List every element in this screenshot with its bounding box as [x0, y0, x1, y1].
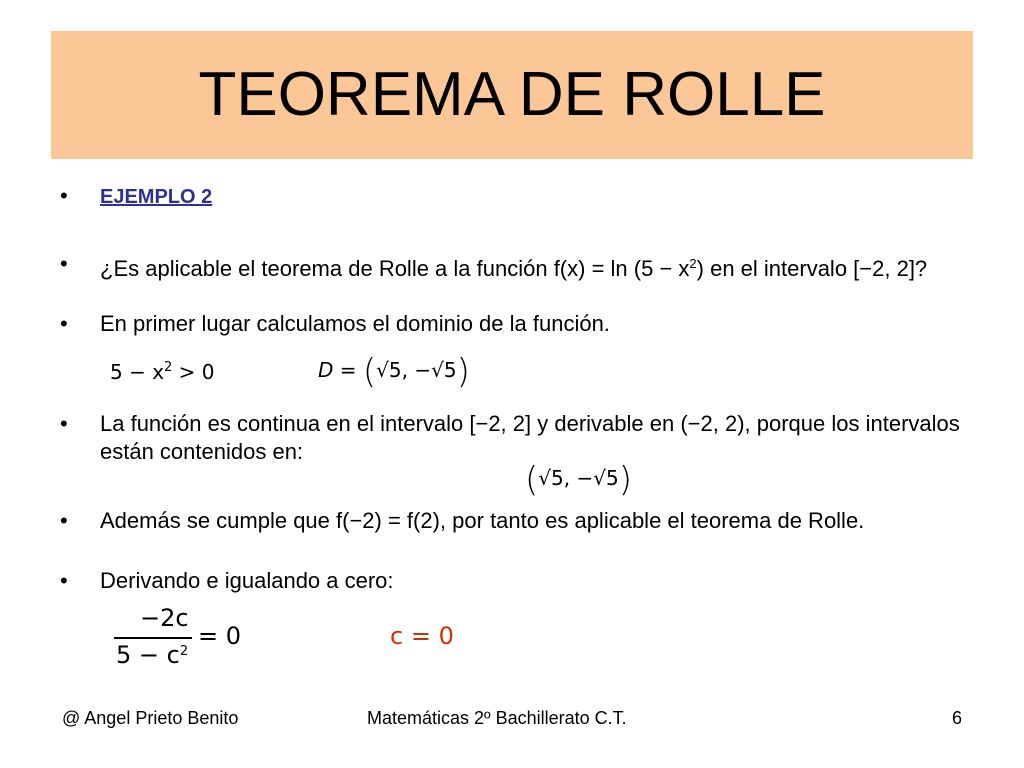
fraction-equals: = 0: [198, 622, 242, 650]
bullet-marker: •: [60, 311, 68, 336]
domain-intro-text: En primer lugar calculamos el dominio de la función.: [100, 311, 610, 336]
bullet-marker: •: [60, 183, 68, 208]
bullet-marker: •: [60, 251, 68, 276]
result-equation: c = 0: [390, 622, 454, 650]
footer-page-number: 6: [952, 708, 963, 728]
question-text-post: ) en el intervalo [−2, 2]?: [696, 256, 928, 281]
rolle-condition-text: Además se cumple que f(−2) = f(2), por tanto es aplicable el teorema de Rolle.: [100, 508, 865, 533]
derivative-intro-text: Derivando e igualando a cero:: [100, 568, 394, 593]
ineq-rhs: > 0: [172, 360, 215, 384]
inequality-equation: [110, 360, 215, 384]
ineq-lhs: 5 − x: [110, 360, 165, 384]
footer-author: @ Angel Prieto Benito: [62, 708, 239, 728]
bullet-marker: •: [60, 568, 68, 593]
slide-title: TEOREMA DE ROLLE: [198, 60, 826, 129]
example-heading-link[interactable]: EJEMPLO 2: [100, 186, 213, 208]
domain-body: √5, −√5: [376, 358, 457, 382]
example-heading: [100, 182, 960, 211]
question-text: [100, 250, 960, 283]
bullet-marker: •: [60, 508, 68, 533]
fraction-bar: [114, 637, 192, 639]
fraction-numerator: −2c: [140, 604, 189, 632]
interval-close-paren: ): [618, 460, 632, 500]
domain-prefix: D =: [318, 358, 363, 382]
interval-open-paren: (: [525, 460, 539, 500]
footer-course: Matemáticas 2º Bachillerato C.T.: [367, 708, 627, 728]
domain-close-paren: ): [456, 352, 470, 392]
bullet-marker: •: [60, 411, 68, 436]
continuity-text: La función es continua en el intervalo [−2, 2] y derivable en (−2, 2), porque los intervalos están contenidos en:: [100, 411, 960, 464]
fraction-denominator: [116, 641, 188, 669]
interval-equation: [525, 460, 632, 500]
fraction-den-base: 5 − c: [116, 641, 180, 669]
ineq-exp: 2: [164, 360, 173, 375]
interval-body: √5, −√5: [538, 466, 619, 490]
derivative-fraction-equation: [112, 604, 252, 674]
question-text-pre: ¿Es aplicable el teorema de Rolle a la función f(x) = ln (5 − x: [100, 256, 690, 281]
question-text-sup: 2: [689, 256, 697, 271]
fraction-den-exp: 2: [179, 644, 189, 659]
title-band: [51, 31, 973, 159]
domain-equation: [318, 352, 470, 392]
domain-open-paren: (: [362, 352, 377, 392]
